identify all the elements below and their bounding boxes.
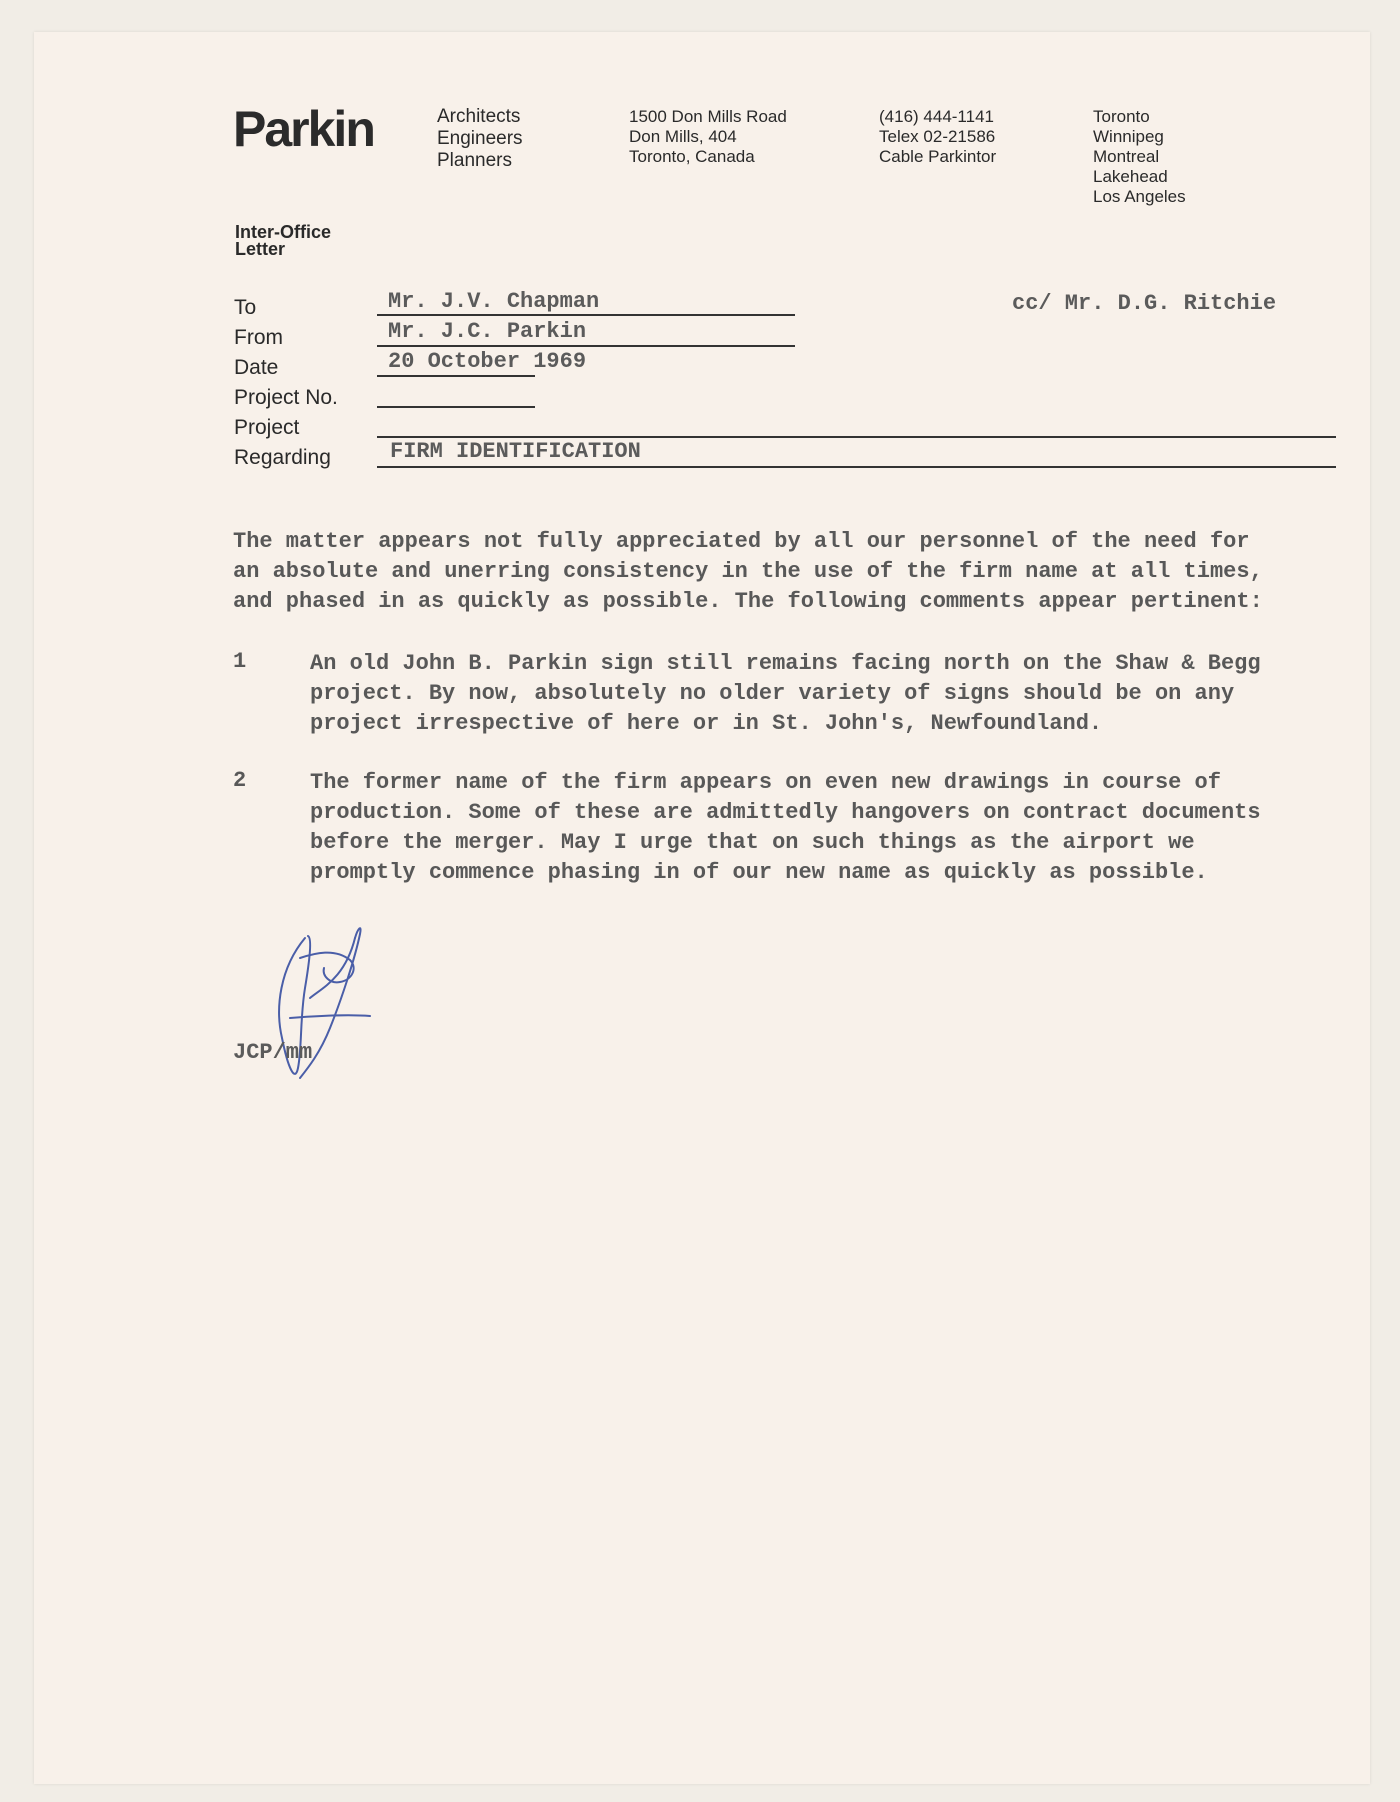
offices-block — [1093, 107, 1186, 207]
text-line: An old John B. Parkin sign still remains facing north on the Shaw & Begg — [310, 651, 1261, 676]
to-label: To — [234, 296, 257, 319]
office-line: Los Angeles — [1093, 187, 1186, 206]
contact-block — [879, 107, 996, 167]
contact-line: Telex 02-21586 — [879, 127, 996, 146]
text-line: The matter appears not fully appreciated by all our personnel of the need for — [233, 529, 1250, 554]
project-no-field-line — [377, 406, 535, 408]
address-line: 1500 Don Mills Road — [629, 107, 787, 126]
discipline-line: Planners — [437, 150, 512, 171]
project-no-label: Project No. — [234, 386, 338, 409]
from-label: From — [234, 326, 283, 349]
text-line: and phased in as quickly as possible. The following comments appear pertinent: — [233, 589, 1263, 614]
firm-logo: Parkin — [233, 101, 374, 157]
document-type — [235, 224, 331, 258]
contact-line: (416) 444-1141 — [879, 107, 994, 126]
date-field-line — [377, 375, 535, 377]
item-number: 1 — [233, 649, 247, 674]
date-value: 20 October 1969 — [388, 349, 587, 374]
document-type-line: Letter — [235, 239, 286, 259]
regarding-field-line — [377, 466, 1336, 468]
text-line: project irrespective of here or in St. John's, Newfoundland. — [310, 711, 1103, 736]
contact-line: Cable Parkintor — [879, 147, 997, 166]
office-line: Toronto — [1093, 107, 1150, 126]
regarding-label: Regarding — [234, 446, 331, 469]
text-line: before the merger. May I urge that on such things as the airport we — [310, 830, 1195, 855]
date-label: Date — [234, 356, 279, 379]
office-line: Winnipeg — [1093, 127, 1164, 146]
text-line: an absolute and unerring consistency in the use of the firm name at all times, — [233, 559, 1263, 584]
text-line: promptly commence phasing in of our new name as quickly as possible. — [310, 860, 1208, 885]
cc-value: cc/ Mr. D.G. Ritchie — [1012, 291, 1277, 316]
address-line: Don Mills, 404 — [629, 127, 737, 146]
item-paragraph — [310, 768, 1261, 888]
office-line: Montreal — [1093, 147, 1160, 166]
project-field-line — [377, 436, 1336, 438]
to-value: Mr. J.V. Chapman — [388, 289, 600, 314]
project-label: Project — [234, 416, 300, 439]
text-line: The former name of the firm appears on even new drawings in course of — [310, 770, 1221, 795]
text-line: production. Some of these are admittedly hangovers on contract documents — [310, 800, 1261, 825]
initials: JCP/mm — [233, 1040, 313, 1065]
address-block — [629, 107, 787, 167]
office-line: Lakehead — [1093, 167, 1168, 186]
item-paragraph — [310, 649, 1261, 739]
discipline-line: Engineers — [437, 128, 523, 149]
regarding-value: FIRM IDENTIFICATION — [390, 439, 641, 464]
address-line: Toronto, Canada — [629, 147, 755, 166]
from-value: Mr. J.C. Parkin — [388, 319, 587, 344]
from-field-line — [377, 345, 795, 347]
document-type-line: Inter-Office — [235, 222, 332, 242]
text-line: project. By now, absolutely no older variety of signs should be on any — [310, 681, 1235, 706]
disciplines-block — [437, 106, 523, 172]
discipline-line: Architects — [437, 106, 521, 127]
intro-paragraph — [233, 527, 1263, 617]
to-field-line — [377, 314, 795, 316]
item-number: 2 — [233, 768, 247, 793]
